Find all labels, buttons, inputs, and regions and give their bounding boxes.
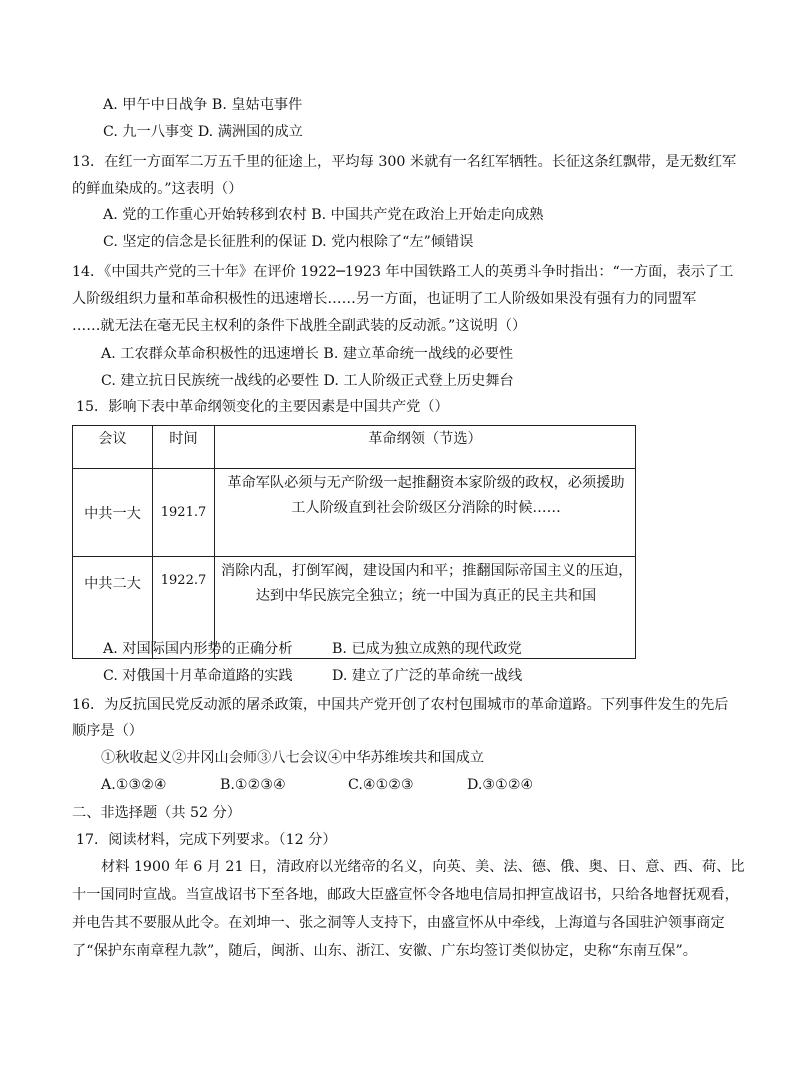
q13-options-line1: A. 党的工作重心开始转移到农村 B. 中国共产党在政治上开始走向成熟 — [103, 207, 544, 223]
q16-stem-line2: 顺序是（） — [72, 723, 143, 739]
row1-meeting: 中共一大 — [73, 469, 153, 557]
table-header-row — [73, 426, 636, 469]
q17-material-line2: 十一国同时宣战。当宣战诏书下至各地，邮政大臣盛宣怀令各地电信局扣押宣战诏书，只给各地督抚观看， — [72, 887, 739, 903]
q16-stem-line1: 16．为反抗国民党反动派的屠杀政策，中国共产党开创了农村包围城市的革命道路。下列事件发生的先后 — [72, 697, 729, 713]
q12-options-line1: A. 甲午中日战争 B. 皇姑屯事件 — [103, 97, 303, 113]
row1-program — [215, 469, 636, 557]
row2-date: 1922.7 — [153, 557, 215, 659]
q15-program-table — [72, 425, 636, 659]
q14-stem-line1: 14．《中国共产党的三十年》在评价 1922─1923 年中国铁路工人的英勇斗争时指出：“一方面，表示了工 — [72, 264, 734, 280]
q16-option-a: A.①③②④ — [101, 777, 167, 793]
row1-program-line2: 工人阶级直到社会阶级区分消除的时候…… — [291, 500, 561, 516]
q17-material-line4: 了“保护东南章程九款”，随后，闽浙、山东、浙江、安徽、广东均签订类似协定，史称“东南互保”。 — [72, 943, 697, 959]
row2-program-line1: 消除内乱，打倒军阀，建设国内和平；推翻国际帝国主义的压迫， — [221, 563, 633, 579]
table-row — [73, 469, 636, 557]
section-heading: 二、非选择题（共 52 分） — [72, 805, 241, 821]
q15-stem: 15．影响下表中革命纲领变化的主要因素是中国共产党（） — [76, 399, 449, 415]
q17-material-line3: 并电告其不要服从此令。在刘坤一、张之洞等人支持下，由盛宣怀从中牵线，上海道与各国驻沪领事商定 — [72, 915, 725, 931]
q13-stem-line2: 的鲜血染成的。”这表明（） — [72, 181, 243, 197]
q15-option-a: A. 对国际国内形势的正确分析 — [103, 641, 293, 657]
row1-date: 1921.7 — [153, 469, 215, 557]
q16-events: ①秋收起义②井冈山会师③八七会议④中华苏维埃共和国成立 — [101, 750, 485, 766]
q16-option-c: C.④①②③ — [348, 777, 414, 793]
q14-stem-line3: ……就无法在毫无民主权利的条件下战胜全副武装的反动派。”这说明（） — [72, 318, 527, 334]
row2-meeting: 中共二大 — [73, 557, 153, 659]
q15-option-b: B. 已成为独立成熟的现代政党 — [332, 641, 522, 657]
q14-stem-line2: 人阶级组织力量和革命积极性的迅速增长……另一方面，也证明了工人阶级如果没有强有力的同盟军 — [72, 291, 697, 307]
q14-options-line1: A. 工农群众革命积极性的迅速增长 B. 建立革命统一战线的必要性 — [101, 346, 514, 362]
header-program: 革命纲领（节选） — [215, 426, 636, 469]
header-meeting: 会议 — [73, 426, 153, 469]
q12-options-line2: C. 九一八事变 D. 满洲国的成立 — [103, 124, 303, 140]
q14-options-line2: C. 建立抗日民族统一战线的必要性 D. 工人阶级正式登上历史舞台 — [101, 373, 514, 389]
row1-program-line1: 革命军队必须与无产阶级一起推翻资本家阶级的政权，必须援助 — [227, 475, 625, 491]
q15-option-c: C. 对俄国十月革命道路的实践 — [103, 668, 293, 684]
q17-stem: 17．阅读材料，完成下列要求。（12 分） — [76, 832, 337, 848]
q15-option-d: D. 建立了广泛的革命统一战线 — [332, 668, 523, 684]
q16-option-b: B.①②③④ — [220, 777, 286, 793]
q13-options-line2: C. 坚定的信念是长征胜利的保证 D. 党内根除了“左”倾错误 — [103, 234, 474, 250]
row2-program-line2: 达到中华民族完全独立；统一中国为真正的民主共和国 — [255, 588, 597, 604]
q13-stem-line1: 13．在红一方面军二万五千里的征途上，平均每 300 米就有一名红军牺牲。长征这条红飘带，是无数红军 — [72, 154, 737, 170]
q17-material-line1: 材料 1900 年 6 月 21 日，清政府以光绪帝的名义，向英、美、法、德、俄、奥、日、意、西、荷、比 — [101, 859, 745, 875]
header-date: 时间 — [153, 426, 215, 469]
q16-option-d: D.③①②④ — [467, 777, 534, 793]
